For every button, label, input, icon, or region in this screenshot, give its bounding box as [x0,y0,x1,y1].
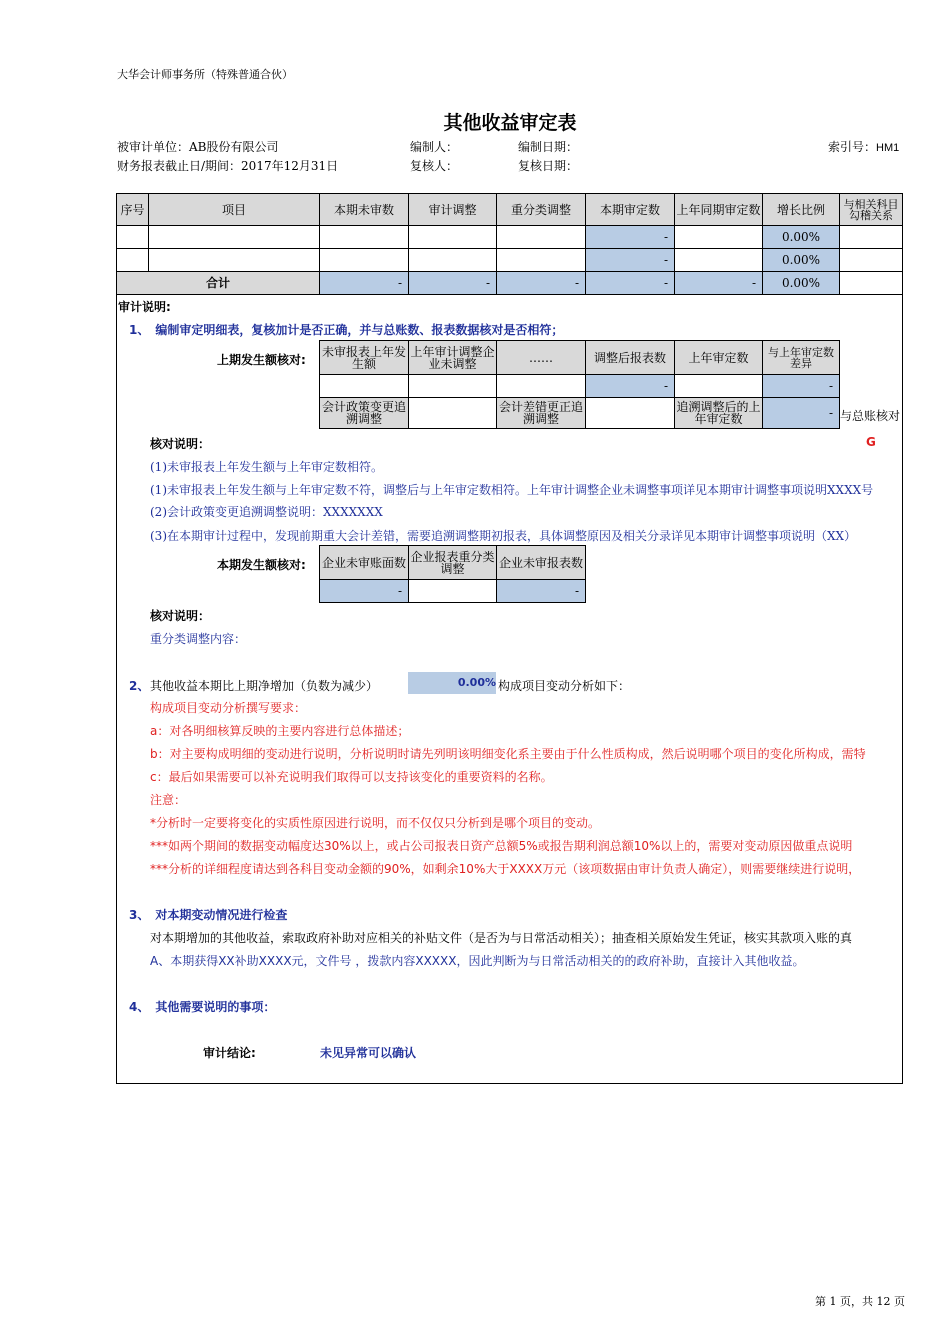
total-unaudited: - [320,272,409,295]
current-reclass-cell[interactable] [409,580,497,603]
restated-prior-value: - [763,398,840,429]
section-4-text: 其他需要说明的事项： [155,1000,276,1014]
section-3-line-2: A、本期获得XX补助XXXX元，文件号 ，拨款内容XXXXX，因此判断为与日常活动相关的的政府补助，直接计入其他收益。 [150,954,805,968]
error-correction-label: 会计差错更正追溯调整 [497,398,586,429]
prep-date-label: 编制日期： [518,140,579,154]
entity-field [117,138,279,155]
cell-prior[interactable] [675,226,763,249]
prior-cell[interactable] [497,375,586,398]
conclusion-label: 审计结论: [203,1046,256,1060]
cell-unaudited[interactable] [320,226,409,249]
analysis-title: 构成项目变动分析撰写要求： [150,701,307,715]
check-line-3: (2)会计政策变更追溯调整说明：XXXXXXX [150,505,383,519]
period-label: 财务报表截止日/期间： [117,159,242,173]
current-header-row [320,546,586,580]
section-1 [129,321,563,338]
prior-cell[interactable] [409,375,497,398]
restated-prior-label: 追溯调整后的上年审定数 [675,398,763,429]
period-value: 2017年12月31日 [241,159,339,173]
prior-header-unadjusted: 上年审计调整企业未调整 [409,341,497,375]
reviewer-label: 复核人： [410,159,459,173]
cell-audited: - [586,249,675,272]
cell-audited: - [586,226,675,249]
cell-audit-adj[interactable] [409,226,497,249]
header-audit-adj: 审计调整 [409,194,497,226]
prior-period-table [319,340,840,429]
notes-heading: 审计说明: [118,300,171,314]
current-check-label: 本期发生额核对: [217,558,306,572]
prior-retro-row [320,398,840,429]
preparer-label: 编制人： [410,140,459,154]
total-label: 合计 [117,272,320,295]
prior-cell[interactable] [320,375,409,398]
current-header-report: 企业未审报表数 [497,546,586,580]
cell-item[interactable] [149,249,320,272]
current-book-value: - [320,580,409,603]
error-correction-cell[interactable] [586,398,675,429]
section-2-text: 其他收益本期比上期净增加（负数为减少） [150,679,379,693]
total-audited: - [586,272,675,295]
main-header-row [117,194,903,226]
index-label: 索引号： [828,140,877,154]
cell-seq[interactable] [117,249,149,272]
prior-check-label: 上期发生额核对: [217,353,306,367]
section-4 [129,998,275,1015]
review-date-label: 复核日期： [518,159,579,173]
header-prior: 上年同期审定数 [675,194,763,226]
prior-adjusted-value: - [586,375,675,398]
header-seq: 序号 [117,194,149,226]
analysis-note-2: ***如两个期间的数据变动幅度达30%以上，或占公司报表日资产总额5%或报告期利润总额10%以上的，需要对变动原因做重点说明 [150,839,853,853]
analysis-note-1: *分析时一定要将变化的实质性原因进行说明，而不仅仅只分析到是哪个项目的变动。 [150,816,601,830]
current-period-table [319,545,586,603]
policy-change-label: 会计政策变更追溯调整 [320,398,409,429]
total-reclass: - [497,272,586,295]
section-2-tail: 构成项目变动分析如下： [498,679,631,693]
total-prior: - [675,272,763,295]
prior-header-ellipsis: …… [497,341,586,375]
cell-growth: 0.00% [763,249,840,272]
cell-seq[interactable] [117,226,149,249]
check-line-2: (1)未审报表上年发生额与上年审定数不符，调整后与上年审定数相符。上年审计调整企业未调整事项详见本期审计调整事项说明XXXX号 [150,483,874,497]
section-3-line-1: 对本期增加的其他收益，索取政府补助对应相关的补贴文件（是否为与日常活动相关）；抽查相关原始发生凭证，核实其款项入账的真 [150,931,853,945]
prior-header-row [320,341,840,375]
section-1-num: 1、 [129,323,150,337]
prior-header-diff: 与上年审定数差异 [763,341,840,375]
conclusion-value: 未见异常可以确认 [320,1046,417,1060]
cell-unaudited[interactable] [320,249,409,272]
entity-label: 被审计单位： [117,140,190,154]
prior-header-adjusted: 调整后报表数 [586,341,675,375]
header-growth: 增长比例 [763,194,840,226]
page-title: 其他收益审定表 [443,112,577,134]
reclass-content-label: 重分类调整内容： [150,632,247,646]
cell-reclass[interactable] [497,226,586,249]
prior-diff-value: - [763,375,840,398]
prior-value-row [320,375,840,398]
section-3 [129,906,287,923]
cell-growth: 0.00% [763,226,840,249]
g-mark: G [866,435,876,449]
gl-check-note: 与总账核对 [840,409,900,423]
current-report-value: - [497,580,586,603]
table-row [117,249,903,272]
analysis-note-3: ***分析的详细程度请达到各科目变动金额的90%，如剩余10%大于XXXX万元（该项数据由审计负责人确定），则需要继续进行说明， [150,862,861,876]
header-audited: 本期审定数 [586,194,675,226]
section-3-num: 3、 [129,908,150,922]
main-audit-table [116,193,903,295]
index-value: HM1 [876,142,900,154]
cell-item[interactable] [149,226,320,249]
current-header-book: 企业未审账面数 [320,546,409,580]
section-1-text: 编制审定明细表，复核加计是否正确，并与总账数、报表数据核对是否相符； [155,323,564,337]
net-increase-value: 0.00% [408,672,496,694]
prior-cell[interactable] [675,375,763,398]
firm-name: 大华会计师事务所（特殊普通合伙） [117,68,293,81]
check-line-1: (1)未审报表上年发生额与上年审定数相符。 [150,460,383,474]
table-row [117,226,903,249]
analysis-note-label: 注意： [150,793,187,807]
current-value-row [320,580,586,603]
header-reclass: 重分类调整 [497,194,586,226]
section-3-text: 对本期变动情况进行检查 [155,908,288,922]
header-unaudited: 本期未审数 [320,194,409,226]
header-item: 项目 [149,194,320,226]
analysis-line-a: a：对各明细核算反映的主要内容进行总体描述； [150,724,410,738]
cell-crossref[interactable] [840,249,903,272]
analysis-line-c: c：最后如果需要可以补充说明我们取得可以支持该变化的重要资料的名称。 [150,770,553,784]
cell-prior[interactable] [675,249,763,272]
entity-value: AB股份有限公司 [189,140,279,154]
policy-change-cell[interactable] [409,398,497,429]
check-label: 核对说明： [150,437,211,451]
total-audit-adj: - [409,272,497,295]
section-2-num: 2、 [129,679,150,693]
index-field [828,138,899,155]
check-line-4: (3)在本期审计过程中，发现前期重大会计差错，需要追溯调整期初报表，具体调整原因及相关分录详见本期审计调整事项说明（XX） [150,529,857,543]
period-field [117,157,338,174]
cell-crossref[interactable] [840,226,903,249]
page-footer: 第 1 页，共 12 页 [815,1295,905,1308]
header-crossref: 与相关科目勾稽关系 [840,194,903,226]
total-growth: 0.00% [763,272,840,295]
cell-audit-adj[interactable] [409,249,497,272]
check-label-2: 核对说明： [150,609,211,623]
prior-header-prior-audited: 上年审定数 [675,341,763,375]
section-4-num: 4、 [129,1000,150,1014]
prior-header-unaudited: 未审报表上年发生额 [320,341,409,375]
cell-reclass[interactable] [497,249,586,272]
current-header-reclass: 企业报表重分类调整 [409,546,497,580]
analysis-line-b: b：对主要构成明细的变动进行说明，分析说明时请先列明该明细变化系主要由于什么性质构成，然后说明哪个项目的变化所构成，需特 [150,747,866,761]
